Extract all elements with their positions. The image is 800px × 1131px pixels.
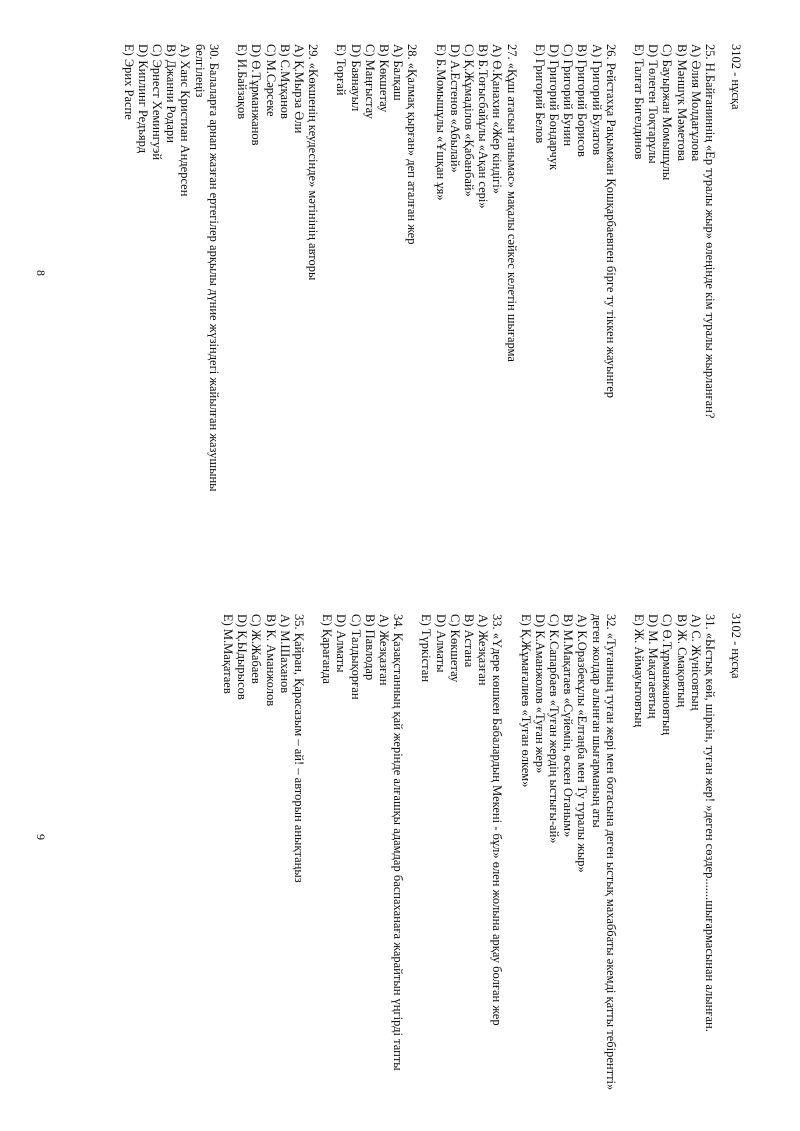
question-list xyxy=(107,44,717,529)
option-c: C) Эрнест Хемингуэй xyxy=(150,44,165,161)
option-d: D) Киплинг Редъярд xyxy=(135,44,150,154)
question-stem: 32. «Туғанның туған жері мен ботасына деген ыстық махаббаты әкемді қатты тебірентті» деген жолдар алынған шығарманың аты xyxy=(589,614,618,1091)
option-e: E) И.Байзақов xyxy=(235,44,250,120)
variant-label: 3102 - нұсқа xyxy=(729,44,743,110)
option-e: E) Григорий Белов xyxy=(532,44,547,144)
question-stem: 29. «Көкшенің кеудесінде» мәтінінің авторы xyxy=(306,44,321,281)
question-stem: 34. Қазақстанның қай жерінде алғашқы адамдар баспаханаға жарайтын үңгірді тапты xyxy=(391,614,406,1071)
option-e: E) Б.Момышұлы «Ұшқан ұя» xyxy=(433,44,448,201)
option-d: D) Ө.Тұрманжанов xyxy=(249,44,264,146)
option-e: E) Эрих Распе xyxy=(121,44,136,120)
option-b: B) Мәншүк Мәметова xyxy=(674,44,689,162)
question-26 xyxy=(533,44,618,529)
option-c: C) Ж.Жабаев xyxy=(249,614,264,684)
option-c: C) К.Сапарбаев «Туған жердің ыстығы-ай» xyxy=(546,614,561,844)
option-b: B) Павлодар xyxy=(362,614,377,681)
page-number: 8 xyxy=(34,270,48,276)
question-29 xyxy=(235,44,320,529)
question-28 xyxy=(334,44,419,529)
option-c: C) Талдықорған xyxy=(348,614,363,700)
question-stem: 33. «Үдере көшкен Бабалардың Мекені - бұл» өлен жолына арқау болған жер xyxy=(490,614,505,1026)
option-c: C) Қ.Жұмаділов «Қабанбай» xyxy=(461,44,476,197)
option-b: B) К. Аманжолов xyxy=(263,614,278,707)
option-b: B) Джанни Родари xyxy=(164,44,179,143)
option-b: B) Көкшетау xyxy=(376,44,391,113)
option-d: D) А.Естенов «Абылай» xyxy=(447,44,462,173)
option-d: D) К.Аманжолов «Туған жер» xyxy=(532,614,547,774)
option-a: A) Жезқазған xyxy=(376,614,391,686)
option-c: C) Григорий Бунин xyxy=(561,44,576,147)
option-d: D) Алматы xyxy=(433,614,448,673)
option-c: C) Бауыржан Момышұлы xyxy=(660,44,675,181)
option-d: D) Алматы xyxy=(334,614,349,673)
option-a: A) Балқаш xyxy=(391,44,406,101)
option-a: A) Әлия Молдағұлова xyxy=(688,44,703,162)
option-a: A) М.Шаханов xyxy=(277,614,292,694)
option-b: B) Б.Тоғысбайұлы «Ақан сері» xyxy=(476,44,491,209)
option-a: A) Ханс Кристиан Андерсен xyxy=(178,44,193,197)
question-33 xyxy=(419,614,504,1099)
option-d: D) Төлеген Тоқтарұлы xyxy=(646,44,661,164)
option-a: A) С. Жүнісовтың xyxy=(688,614,703,711)
option-e: E) Түркістан xyxy=(419,614,434,683)
question-stem: 25. Н.Байғаниннің «Ер туралы жыр» өлеңінде кім туралы жырланған? xyxy=(703,44,717,419)
option-e: E) Қарағанда xyxy=(320,614,335,684)
question-stem: 27. «Құш атасын танымас» мақалы сәйкес келетін шығарма xyxy=(504,44,519,362)
question-27 xyxy=(433,44,518,529)
option-b: B) М.Мақатаев «Сүйемін, өскен Отаным» xyxy=(561,614,576,838)
option-b: B) С.Мұқанов xyxy=(277,44,292,119)
option-d: D) Қ.Ыдырысов xyxy=(235,614,250,700)
page-number: 9 xyxy=(34,834,48,840)
option-d: D) М. Мақатаевтың xyxy=(646,614,661,719)
page-9-column xyxy=(0,566,800,1131)
option-a: A) Жезқазған xyxy=(476,614,491,686)
option-c: C) Ө.Тұрманжановтың xyxy=(660,614,675,736)
option-e: E) Талғат Бигелдинов xyxy=(631,44,646,160)
question-35 xyxy=(221,614,306,1099)
option-a: A) К.Оразбекұлы «Елтаңба мен Ту туралы жыр» xyxy=(575,614,590,873)
question-stem: 35. Қайран, Қарасазым – ай! – авторын анықтаңыз xyxy=(291,614,306,883)
option-c: C) Маңғыстау xyxy=(362,44,377,119)
option-e: E) М.Мақатаев xyxy=(220,614,235,694)
question-32 xyxy=(518,614,617,1099)
variant-label: 3102 - нұсқа xyxy=(729,613,743,679)
question-25 xyxy=(632,44,717,529)
option-e: E) Ж. Аймауытовтың xyxy=(631,614,646,728)
option-d: D) Баянауыл xyxy=(348,44,363,112)
question-stem: 30. Балаларға арнап жазған ертегілер арқылы дүние жүзіндегі жайылған жазушыны белгілеңіз xyxy=(192,44,221,492)
option-c: C) М.Сәрсеке xyxy=(263,44,278,117)
question-stem: 28. «Қалмақ қырған» деп аталған жер xyxy=(405,44,420,245)
option-c: C) Көкшетау xyxy=(447,614,462,683)
option-a: A) Григорий Булатов xyxy=(589,44,604,155)
option-d: D) Григорий Бондарчук xyxy=(546,44,561,171)
question-31 xyxy=(632,614,717,1099)
question-30 xyxy=(121,44,220,529)
option-a: A) Ө.Қанахин «Жер кіндігі» xyxy=(490,44,505,194)
option-b: B) Астана xyxy=(461,614,476,668)
question-34 xyxy=(320,614,405,1099)
option-a: A) Қ.Мырза Әли xyxy=(291,44,306,134)
option-b: B) Ж. Смақовтың xyxy=(674,614,689,708)
option-e: E) Торғай xyxy=(334,44,349,96)
option-e: E) Қ.Жұмағалиев «Туған өлкем» xyxy=(518,614,533,788)
question-list xyxy=(207,614,717,1099)
option-b: B) Григорий Борисов xyxy=(575,44,590,157)
page-8-column xyxy=(0,0,800,565)
question-stem: 31. «Ыстық көй, шіркін, туған жер! »деген сөздер.......шығармасынан алынған. xyxy=(703,614,717,1032)
question-stem: 26. Рейстахқа Рақымжан Қошқарбаевпен бірге ту тіккен жауынгер xyxy=(603,44,618,399)
